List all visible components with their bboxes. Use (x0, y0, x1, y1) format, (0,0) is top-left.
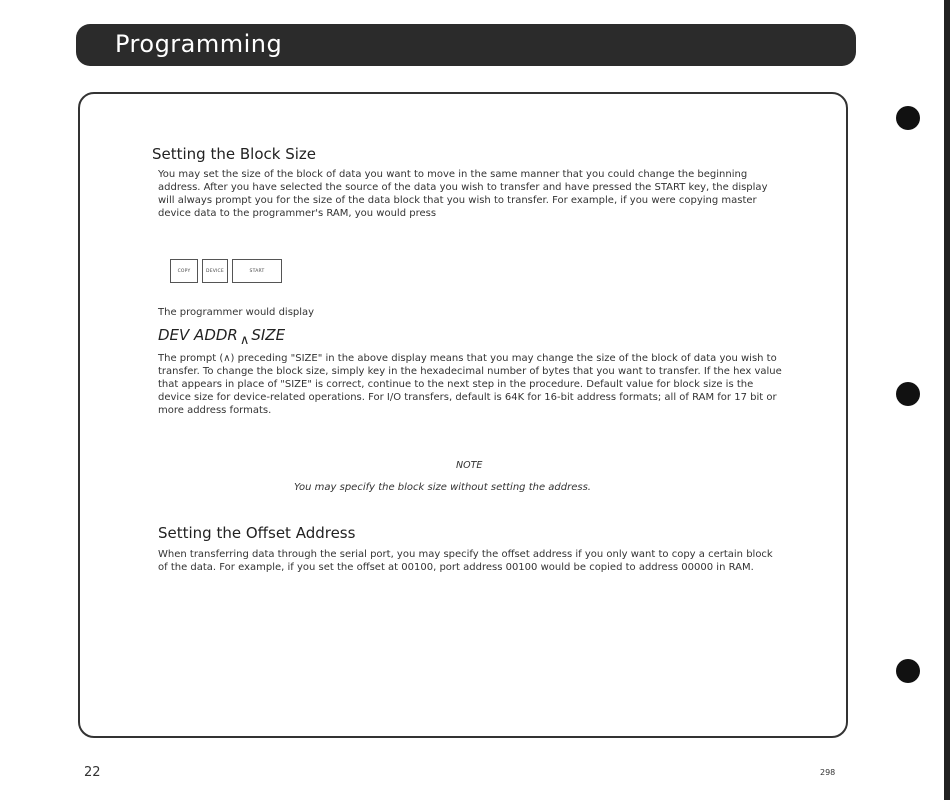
page-number: 22 (84, 765, 101, 780)
binder-hole-bottom (896, 659, 920, 683)
display-intro-text: The programmer would display (158, 307, 315, 318)
display-text-part2: SIZE (251, 326, 286, 344)
block-size-paragraph: You may set the size of the block of data you want to move in the same manner that you could change the beginning address. After you have selected the source of the data you wish to transfer and have pressed the START key, the display will always prompt you for the size of the data block that you wish to transfer. For example, if you were copying master device data to the programmer's RAM, you would press (158, 169, 768, 219)
caret-icon: ∧ (239, 333, 250, 348)
section-heading-block-size: Setting the Block Size (152, 145, 316, 163)
binder-hole-top (896, 106, 920, 130)
display-readout (158, 326, 286, 348)
start-key: START (232, 259, 282, 283)
prompt-explanation-paragraph: The prompt (∧) preceding "SIZE" in the above display means that you may change the size of the block of data you wish to transfer. To change the block size, simply key in the hexadecimal number of bytes that you want to transfer. If the hex value that appears in place of "SIZE" is correct, continue to the next step in the procedure. Default value for block size is the device size for device-related operations. For I/O transfers, default is 64K for 16-bit address formats; all of RAM for 17 bit or more address formats. (158, 353, 782, 416)
page-edge (944, 0, 950, 800)
note-text: You may specify the block size without setting the address. (294, 482, 591, 493)
offset-address-paragraph: When transferring data through the serial port, you may specify the offset address if you only want to copy a certain block of the data. For example, if you set the offset at 00100, port address 00100 would be copied to address 00000 in RAM. (158, 549, 773, 573)
page-title: Programming (115, 30, 283, 58)
copy-key: COPY (170, 259, 198, 283)
section-heading-offset-address: Setting the Offset Address (158, 524, 356, 542)
device-key: DEVICE (202, 259, 228, 283)
display-text-part1: DEV ADDR (158, 326, 238, 344)
key-sequence (170, 259, 282, 283)
binder-hole-middle (896, 382, 920, 406)
note-label: NOTE (456, 460, 483, 471)
document-code: 298 (820, 768, 836, 777)
